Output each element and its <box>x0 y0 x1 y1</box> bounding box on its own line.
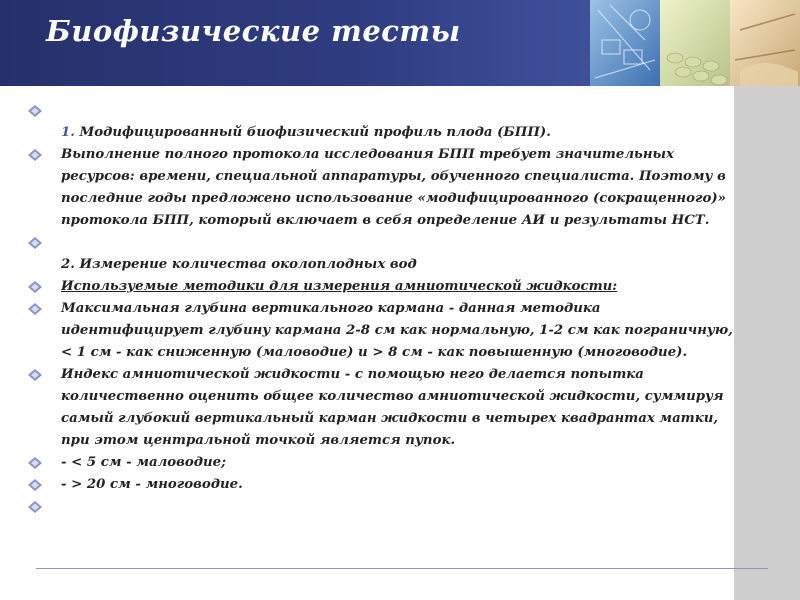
diamond-bullet-icon <box>28 501 42 513</box>
slide-header <box>0 0 800 86</box>
diamond-bullet-icon <box>28 479 42 491</box>
item-text: - > 20 см - многоводие. <box>61 477 243 492</box>
item-text: Выполнение полного протокола исследования БПП требует значительных ресурсов: времени, специальной аппаратуры, обученного специалиста. Поэтому в последние годы предложено использование «модифицированного (сокращенного)» протокола БПП, который включает в себя определение АИ и результаты НСТ. <box>61 147 726 228</box>
diamond-bullet-icon <box>28 369 42 381</box>
slide-body <box>28 100 740 518</box>
diamond-bullet-icon <box>28 303 42 315</box>
list-item <box>28 276 740 298</box>
diamond-bullet-icon <box>28 457 42 469</box>
item-text: Максимальная глубина вертикального кармана - данная методика идентифицирует глубину кармана 2-8 см как нормальную, 1-2 см как пограничную, < 1 см - как сниженную (маловодие) и > 8 см - как повышенную (многоводие). <box>61 301 733 360</box>
item-text: Индекс амниотической жидкости - с помощью него делается попытка количественно оценить общее количество амниотической жидкости, суммируя самый глубокий вертикальный карман жидкости в четырех квадрантах матки, при этом центральной точкой является пупок. <box>61 367 724 448</box>
slide-title: Биофизические тесты <box>46 14 461 48</box>
list-item <box>28 232 740 254</box>
list-item <box>28 100 740 122</box>
footer-divider <box>36 568 768 569</box>
list-item <box>28 364 740 452</box>
list-item <box>28 298 740 364</box>
header-photo-collage <box>590 0 800 86</box>
item-text: 2. Измерение количества околоплодных вод <box>61 257 417 272</box>
list-item <box>28 452 740 474</box>
list-item <box>28 496 740 518</box>
diamond-bullet-icon <box>28 281 42 293</box>
diamond-bullet-icon <box>28 149 42 161</box>
list-item <box>28 144 740 232</box>
list-item <box>28 474 740 496</box>
diamond-bullet-icon <box>28 105 42 117</box>
item-number: 1. <box>61 125 75 140</box>
item-text: Используемые методики для измерения амниотической жидкости: <box>61 279 618 294</box>
right-sidebar-band <box>734 86 800 600</box>
item-text: - < 5 см - маловодие; <box>61 455 227 470</box>
diamond-bullet-icon <box>28 237 42 249</box>
list-item <box>28 254 740 276</box>
item-text: Модифицированный биофизический профиль плода (БПП). <box>74 125 551 140</box>
list-item <box>28 122 740 144</box>
